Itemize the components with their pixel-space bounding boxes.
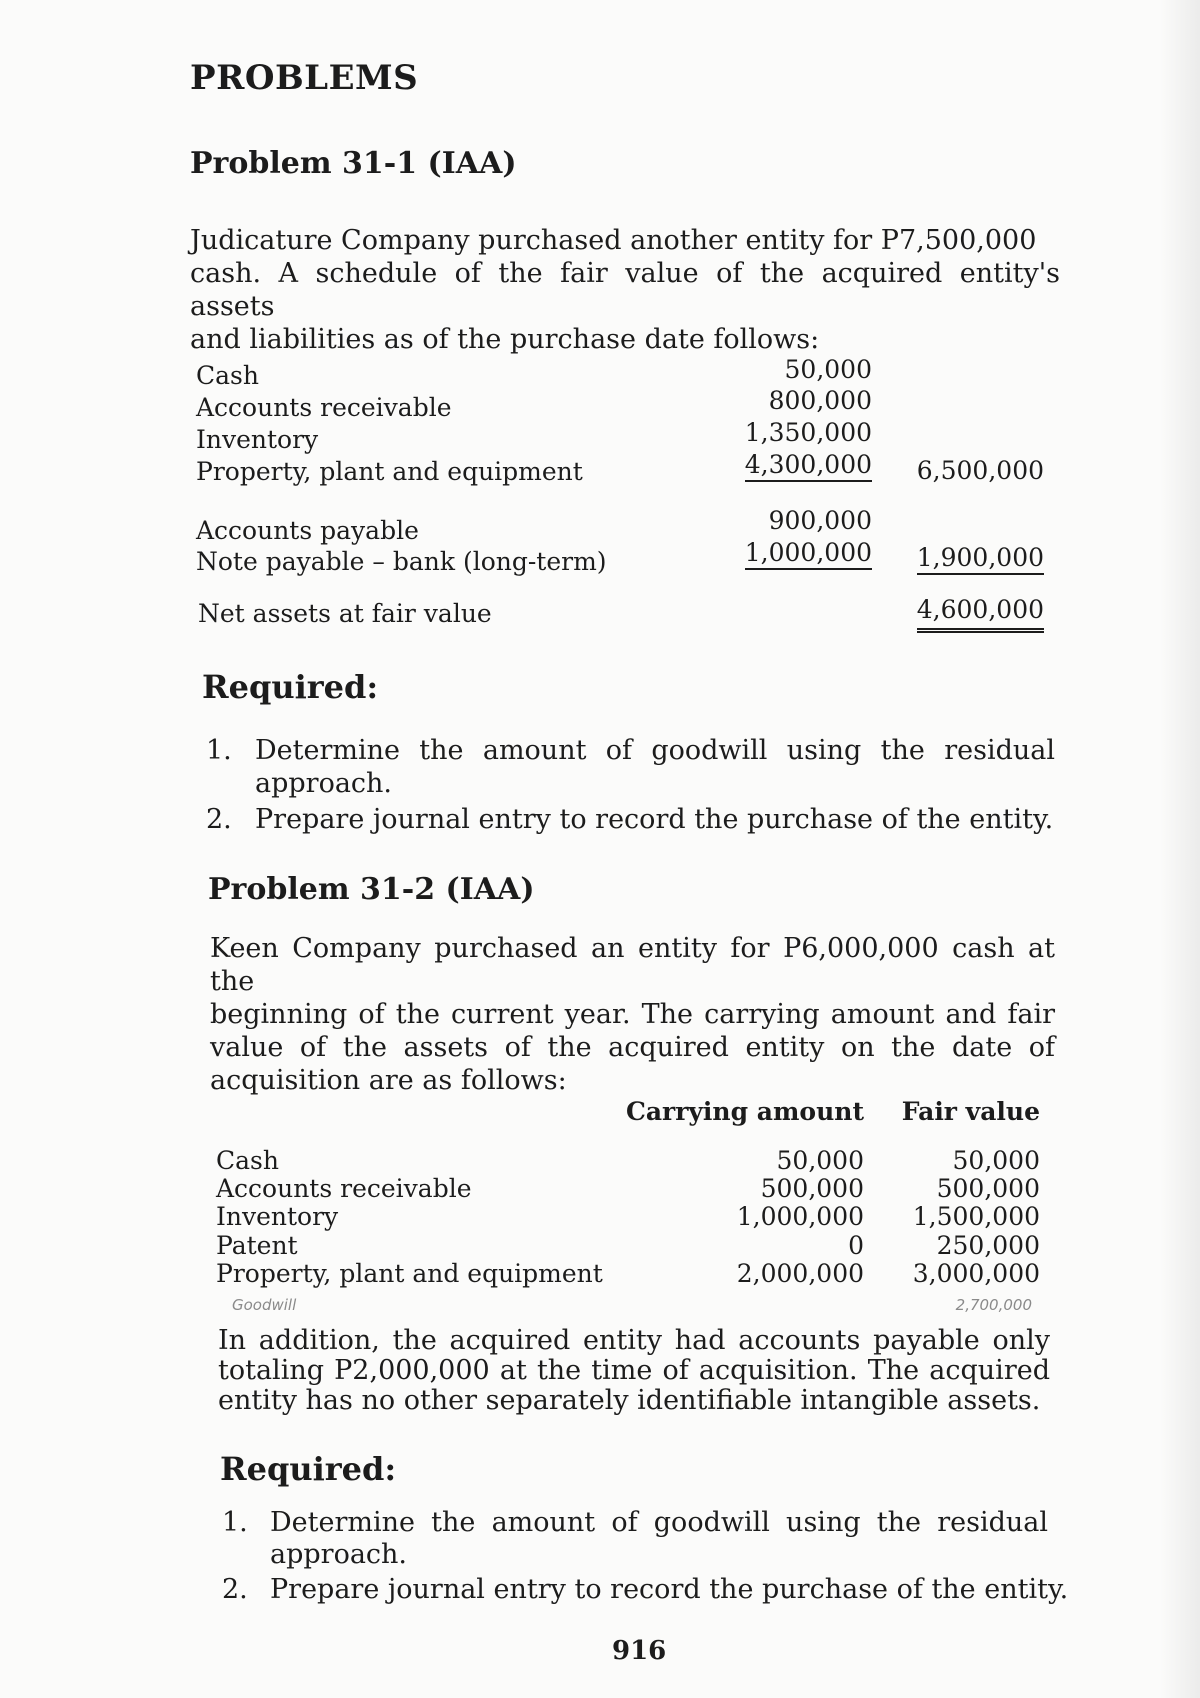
asset-amount: 1,350,000	[744, 418, 872, 447]
required-item-line: Prepare journal entry to record the purchase of the entity.	[270, 1574, 1069, 1605]
fair-value: 50,000	[952, 1146, 1040, 1175]
carrying-amount: 2,000,000	[736, 1259, 864, 1288]
problem2-title: Problem 31-2 (IAA)	[208, 872, 535, 907]
required-item-line: Determine the amount of goodwill using the residual	[270, 1507, 1048, 1538]
carrying-amount: 50,000	[776, 1146, 864, 1175]
asset-label: Property, plant and equipment	[196, 457, 583, 486]
problem2-intro-line: Keen Company purchased an entity for P6,000,000 cash at the	[210, 933, 1055, 997]
problem2-addition	[218, 1326, 1050, 1416]
carrying-amount: 1,000,000	[736, 1202, 864, 1231]
problem1-required-heading: Required:	[202, 668, 379, 706]
liability-amount: 900,000	[768, 506, 872, 535]
section-title: PROBLEMS	[190, 58, 419, 98]
problem1-title: Problem 31-1 (IAA)	[190, 146, 517, 181]
problem1-intro-line: Judicature Company purchased another entity for P7,500,000	[190, 225, 1037, 256]
required-number: 1.	[206, 735, 232, 766]
fair-value: 3,000,000	[912, 1259, 1040, 1288]
carrying-amount: 0	[848, 1231, 864, 1260]
handwritten-goodwill-value: 2,700,000	[955, 1296, 1032, 1314]
required-number: 2.	[222, 1574, 248, 1605]
fair-value: 500,000	[936, 1174, 1040, 1203]
assets-total: 6,500,000	[916, 456, 1044, 485]
required-item-line: Determine the amount of goodwill using the residual	[255, 735, 1055, 766]
asset-amount: 800,000	[768, 386, 872, 415]
problem2-addition-line: entity has no other separately identifiable intangible assets.	[218, 1385, 1041, 1416]
required-number: 2.	[206, 804, 232, 835]
liabilities-total: 1,900,000	[917, 542, 1044, 575]
problem2-intro-line: beginning of the current year. The carrying amount and fair	[210, 999, 1055, 1030]
carrying-amount-header: Carrying amount	[625, 1097, 864, 1126]
net-assets-total: 4,600,000	[917, 594, 1044, 633]
required-item-line: Prepare journal entry to record the purchase of the entity.	[255, 804, 1054, 835]
asset-amount: 50,000	[784, 355, 872, 384]
problem1-intro-line: cash. A schedule of the fair value of the acquired entity's assets	[190, 258, 1060, 322]
problem2-intro-line: acquisition are as follows:	[210, 1065, 567, 1096]
carrying-amount: 500,000	[760, 1174, 864, 1203]
problem2-addition-line: totaling P2,000,000 at the time of acquisition. The acquired	[218, 1355, 1050, 1386]
net-assets-label: Net assets at fair value	[198, 599, 492, 628]
fair-value: 250,000	[936, 1231, 1040, 1260]
page-number: 916	[612, 1636, 667, 1666]
asset-label: Property, plant and equipment	[216, 1259, 603, 1288]
asset-amount: 4,300,000	[745, 449, 872, 482]
fair-value: 1,500,000	[912, 1202, 1040, 1231]
asset-label: Cash	[216, 1146, 279, 1175]
asset-label: Accounts receivable	[216, 1174, 472, 1203]
required-item-line: approach.	[255, 768, 393, 799]
required-number: 1.	[222, 1507, 248, 1538]
asset-label: Inventory	[196, 425, 319, 454]
required-item-line: approach.	[270, 1539, 408, 1570]
liability-amount: 1,000,000	[745, 537, 872, 570]
problem2-addition-line: In addition, the acquired entity had accounts payable only	[218, 1325, 1050, 1356]
handwritten-goodwill-label: Goodwill	[232, 1296, 297, 1314]
asset-label: Patent	[216, 1231, 298, 1260]
problem2-required-heading: Required:	[220, 1450, 397, 1488]
liability-label: Note payable – bank (long-term)	[196, 547, 607, 576]
problem2-intro-line: value of the assets of the acquired entity on the date of	[210, 1032, 1055, 1063]
asset-label: Inventory	[216, 1202, 339, 1231]
liability-label: Accounts payable	[196, 516, 419, 545]
asset-label: Accounts receivable	[196, 393, 452, 422]
fair-value-header: Fair value	[901, 1097, 1040, 1126]
asset-label: Cash	[196, 361, 259, 390]
problem1-intro-line: and liabilities as of the purchase date follows:	[190, 324, 820, 355]
